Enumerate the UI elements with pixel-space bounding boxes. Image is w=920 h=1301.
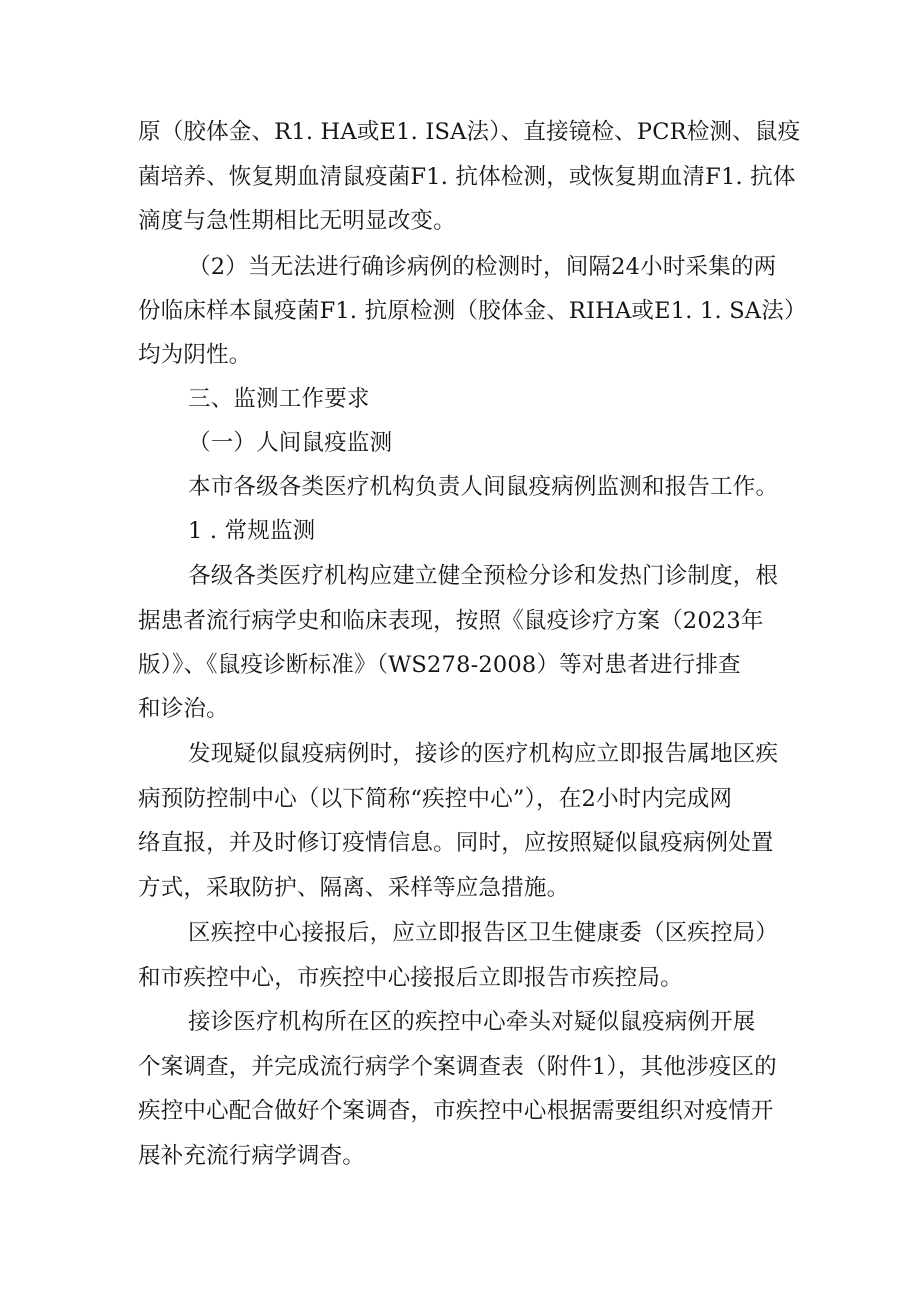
text-line-9: 本市各级各类医疗机构负责人间鼠疫病例监测和报告工作。: [188, 474, 779, 500]
text-line-20: 和市疾控中心，市疾控中心接报后立即报告市疾控局。: [138, 965, 683, 991]
text-line-13: 版）》、《鼠疫诊断标准》（WS278-2008）等对患者进行排查: [138, 652, 741, 678]
text-line-19: 区疾控中心接报后，应立即报告区卫生健康委（区疾控局）: [188, 920, 779, 946]
text-line-22: 个案调查，并完成流行病学个案调查表（附件1），其他涉疫区的: [138, 1054, 777, 1080]
text-line-15: 发现疑似鼠疫病例时，接诊的医疗机构应立即报告属地区疾: [188, 741, 779, 767]
text-line-12: 据患者流行病学史和临床表现，按照《鼠疫诊疗方案（2023年: [138, 608, 764, 634]
text-line-24: 展补充流行病学调杳。: [138, 1143, 366, 1169]
text-line-18: 方式，采取防护、隔离、采样等应急措施。: [138, 875, 570, 901]
text-line-1: 原（胶体金、R1. HA或E1. ISA法）、直接镜检、PCR检测、鼠疫: [138, 119, 801, 145]
item-heading: 1 . 常规监测: [188, 518, 316, 544]
section-heading: 三、监测工作要求: [188, 386, 370, 412]
text-line-3: 滴度与急性期相比无明显改变。: [138, 208, 456, 234]
text-line-17: 络直报，并及时修订疫情信息。同时，应按照疑似鼠疫病例处置: [138, 830, 774, 856]
text-line-11: 各级各类医疗机构应建立健全预检分诊和发热门诊制度，根: [188, 563, 779, 589]
text-line-14: 和诊治。: [138, 696, 229, 722]
text-line-21: 接诊医疗机构所在区的疾控中心牵头对疑似鼠疫病例开展: [188, 1009, 756, 1035]
text-line-5: 份临床样本鼠疫菌F1. 抗原检测（胶体金、RIHA或E1. 1. SA法）: [138, 298, 807, 324]
text-line-2: 菌培养、恢复期血清鼠疫菌F1. 抗体检测，或恢复期血清F1. 抗体: [138, 164, 796, 190]
text-line-23: 疾控中心配合做好个案调杳，市疾控中心根据需要组织对疫情开: [138, 1098, 774, 1124]
text-line-16: 病预防控制中心（以下简称“疾控中心”），在2小时内完成网: [138, 786, 733, 812]
subsection-heading: （一）人间鼠疫监测: [188, 430, 393, 456]
text-line-6: 均为阴性。: [138, 342, 252, 368]
text-line-4: （2）当无法进行确诊病例的检测时，间隔24小时采集的两: [188, 254, 777, 280]
